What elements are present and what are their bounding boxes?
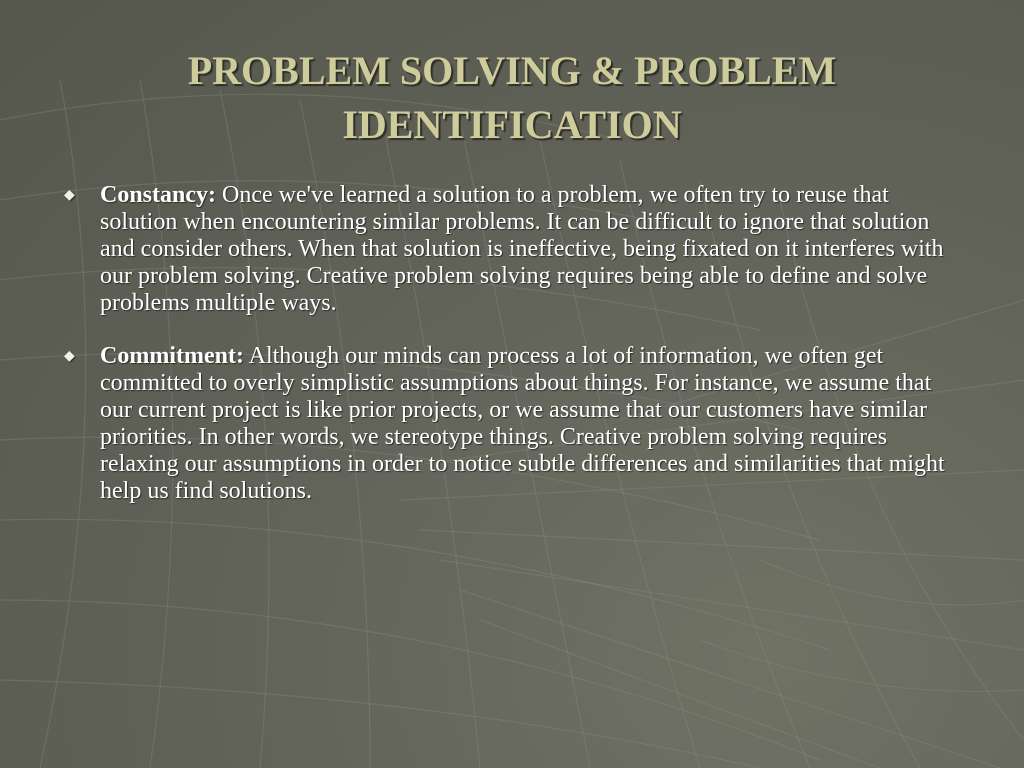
- bullet-text: Once we've learned a solution to a problem, we often try to reuse that solution when encountering similar problems. It can be difficult to ignore that solution and consider others. When that solution is ineffective, being fixated on it interferes with our problem solving. Creative problem solving requires being able to define and solve problems multiple ways.: [100, 182, 944, 316]
- bullet-term: Constancy:: [100, 182, 217, 208]
- bullet-term: Commitment:: [100, 343, 244, 369]
- bullet-item-commitment: [62, 343, 962, 505]
- diamond-bullet-icon: ◆: [64, 349, 75, 364]
- bullet-item-constancy: [62, 182, 962, 317]
- bullet-text: Although our minds can process a lot of information, we often get committed to overly simplistic assumptions about things. For instance, we assume that our current project is like prior projects, or we assume that our customers have similar priorities. In other words, we stereotype things. Creative problem solving requires relaxing our assumptions in order to notice subtle differences and similarities that might help us find solutions.: [100, 343, 945, 504]
- bullet-list: [62, 182, 962, 531]
- diamond-bullet-icon: ◆: [64, 188, 75, 203]
- slide-title: PROBLEM SOLVING & PROBLEM IDENTIFICATION: [187, 48, 837, 147]
